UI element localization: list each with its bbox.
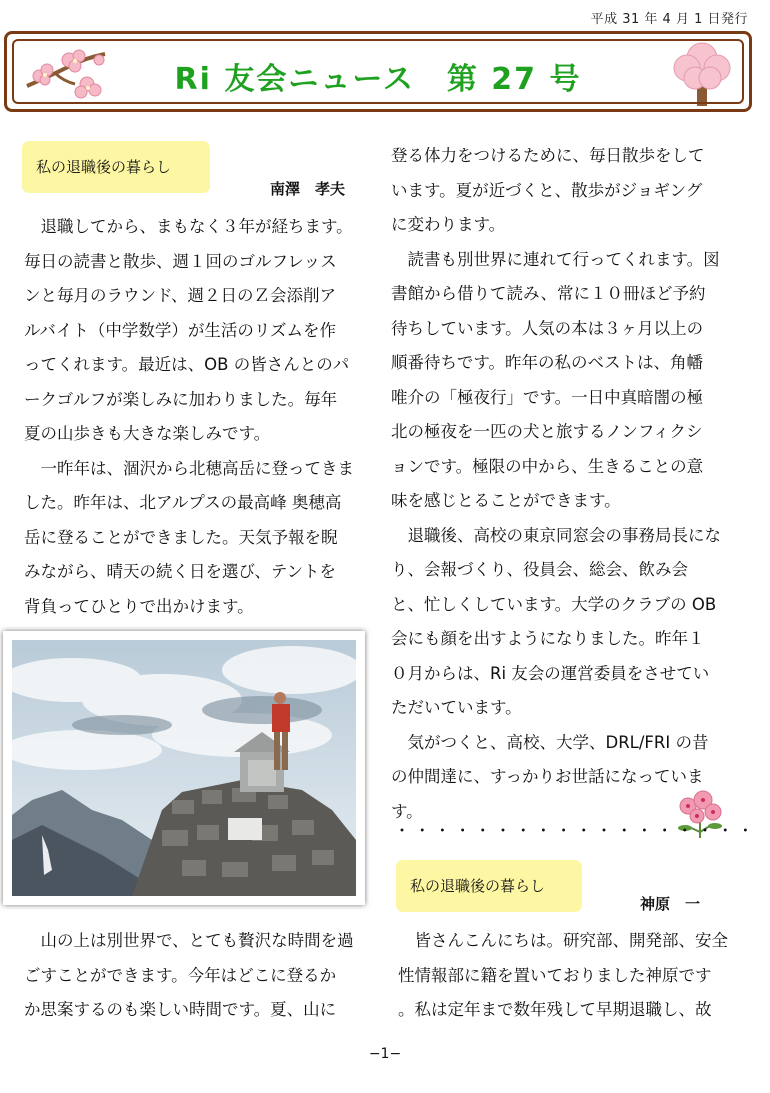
text-line: みながら、晴天の続く日を選び、テントを xyxy=(24,562,337,581)
text-line: ョンです。極限の中から、生きることの意 xyxy=(391,456,704,476)
text-line: した。昨年は、北アルプスの最高峰 奥穂高 xyxy=(24,493,342,512)
text-line: 。私は定年まで数年残して早期退職し、故 xyxy=(398,1000,712,1019)
text-line: 皆さんこんにちは。研究部、開発部、安全 xyxy=(398,931,728,950)
text-line: ごすことができます。今年はどこに登るか xyxy=(24,965,337,985)
text-line: 退職後、高校の東京同窓会の事務局長にな xyxy=(391,525,721,545)
text-line: 会にも顔を出すようになりました。昨年１ xyxy=(391,629,705,648)
text-line: 順番待ちです。昨年の私のベストは、角幡 xyxy=(391,353,704,372)
text-line: ただいています。 xyxy=(391,698,522,717)
text-line: 性情報部に籍を置いておりました神原です xyxy=(398,965,712,985)
text-line: 背負ってひとりで出かけます。 xyxy=(24,596,254,616)
article-heading: 私の退職後の暮らし xyxy=(396,860,582,912)
text-line: り、会報づくり、役員会、総会、飲み会 xyxy=(391,560,688,579)
article-author: 神原 一 xyxy=(640,895,701,913)
text-line: 山の上は別世界で、とても贅沢な時間を過 xyxy=(24,931,354,950)
text-line: ンと毎月のラウンド、週２日のＺ会添削ア xyxy=(24,286,337,305)
article-body-right xyxy=(391,139,736,829)
newsletter-banner xyxy=(4,31,752,112)
issue-date: 平成 31 年 4 月 1 日発行 xyxy=(590,12,748,27)
article-heading: 私の退職後の暮らし xyxy=(22,141,210,193)
text-line: の仲間達に、すっかりお世話になっていま xyxy=(391,767,704,786)
cherry-blossom-branch-icon xyxy=(25,46,107,102)
text-line: す。 xyxy=(391,801,423,821)
cherry-tree-icon xyxy=(671,40,733,108)
text-line: 読書も別世界に連れて行ってくれます。図 xyxy=(391,249,720,269)
section-separator: ・・・・・・・・・・・・・・・・・・ xyxy=(394,821,758,840)
article-body-left xyxy=(24,210,364,624)
text-line: ークゴルフが楽しみに加わりました。毎年 xyxy=(24,389,338,409)
text-line: 岳に登ることができました。天気予報を睨 xyxy=(24,527,338,547)
article-body-left-bottom xyxy=(24,924,364,1028)
newsletter-title: Ri 友会ニュース 第 27 号 xyxy=(174,62,582,97)
text-line: 登る体力をつけるために、毎日散歩をして xyxy=(391,146,705,165)
text-line: 夏の山歩きも大きな楽しみです。 xyxy=(24,424,271,443)
text-line: 書館から借りて読み、常に１０冊ほど予約 xyxy=(391,284,706,303)
text-line: と、忙しくしています。大学のクラブの OB xyxy=(391,594,717,614)
text-line: 待ちしています。人気の本は３ヶ月以上の xyxy=(391,318,704,338)
text-line: ってくれます。最近は、OB の皆さんとのパ xyxy=(24,355,350,374)
text-line: か思案するのも楽しい時間です。夏、山に xyxy=(24,1000,337,1019)
text-line: 味を感じとることができます。 xyxy=(391,491,621,510)
text-line: 一昨年は、涸沢から北穂高岳に登ってきま xyxy=(24,458,354,478)
text-line: ルバイト（中学数学）が生活のリズムを作 xyxy=(24,320,337,340)
mountain-summit-photo xyxy=(3,631,365,905)
text-line: 北の極夜を一匹の犬と旅するノンフィクシ xyxy=(391,422,703,441)
article2-body xyxy=(398,924,738,1028)
text-line: に変わります。 xyxy=(391,215,506,234)
text-line: 気がつくと、高校、大学、DRL/FRI の昔 xyxy=(391,732,709,752)
article-author: 南澤 孝夫 xyxy=(270,180,346,198)
text-line: 退職してから、まもなく３年が経ちます。 xyxy=(24,217,353,236)
page-number: −1− xyxy=(368,1046,402,1062)
text-line: 毎日の読書と散歩、週１回のゴルフレッス xyxy=(24,251,337,271)
text-line: います。夏が近づくと、散歩がジョギング xyxy=(391,180,703,200)
text-line: ０月からは、Ri 友会の運営委員をさせてい xyxy=(391,663,710,683)
text-line: 唯介の「極夜行」です。一日中真暗闇の極 xyxy=(391,387,704,407)
